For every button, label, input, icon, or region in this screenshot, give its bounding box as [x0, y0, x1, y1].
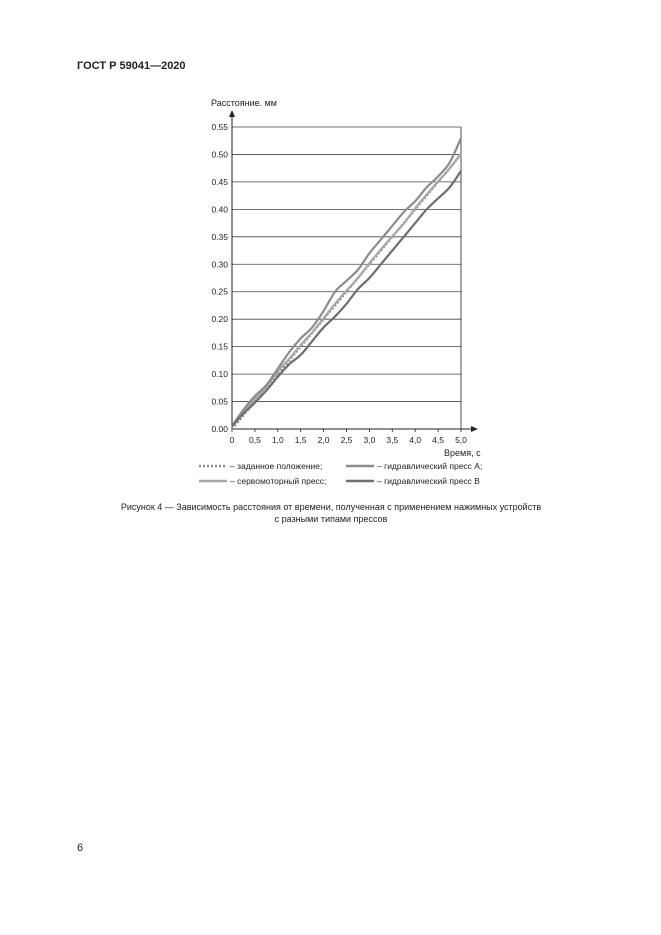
legend-label: – гидравлический пресс В	[377, 476, 480, 486]
y-tick-label: 0.30	[211, 259, 228, 270]
y-tick-label: 0.05	[211, 396, 228, 407]
y-tick-label: 0.45	[211, 176, 228, 187]
y-tick-label: 0.15	[211, 341, 228, 352]
y-tick-label: 0.20	[211, 314, 228, 325]
page-number: 6	[77, 842, 84, 854]
legend-label: – сервомоторный пресс;	[230, 476, 327, 486]
x-tick-label: 1,0	[271, 435, 284, 445]
y-tick-label: 0.35	[211, 231, 228, 242]
x-tick-label: 0,5	[248, 435, 261, 445]
caption-line-1: Рисунок 4 — Зависимость расстояния от времени, полученная с применением нажимных устройств	[120, 502, 542, 512]
y-axis-arrow	[229, 110, 235, 117]
x-tick-label: 1,5	[294, 435, 307, 445]
x-tick-label: 3,5	[386, 435, 399, 445]
caption-line-2: с разными типами прессов	[274, 514, 388, 524]
x-axis-label: Время, с	[444, 448, 481, 458]
series-line-3	[232, 138, 461, 426]
y-tick-labels	[211, 122, 228, 434]
x-tick-label: 2,0	[317, 435, 330, 445]
x-tick-label: 0	[229, 435, 235, 445]
x-tick-label: 4,5	[432, 435, 445, 445]
chart-legend	[199, 461, 482, 486]
x-tick-label: 4,0	[409, 435, 422, 445]
y-tick-label: 0.25	[211, 286, 228, 297]
y-tick-label: 0.40	[211, 204, 228, 215]
chart-grid	[232, 127, 461, 402]
y-tick-label: 0.55	[211, 122, 228, 132]
x-axis-arrow	[471, 426, 478, 432]
x-tick-label: 2,5	[340, 435, 353, 445]
x-tick-labels	[230, 435, 468, 445]
x-tick-label: 5,0	[455, 435, 467, 445]
legend-label: – гидравлический пресс А;	[377, 461, 483, 471]
legend-label: – заданное положение;	[230, 461, 323, 471]
x-tick-label: 3,0	[363, 435, 376, 445]
y-tick-label: 0.10	[211, 369, 228, 380]
figure-caption	[80, 501, 582, 525]
y-tick-label: 0.50	[211, 149, 228, 160]
document-header: ГОСТ Р 59041—2020	[77, 60, 186, 72]
y-axis-label: Расстояние. мм	[211, 98, 277, 108]
y-tick-label: 0.00	[211, 424, 228, 434]
